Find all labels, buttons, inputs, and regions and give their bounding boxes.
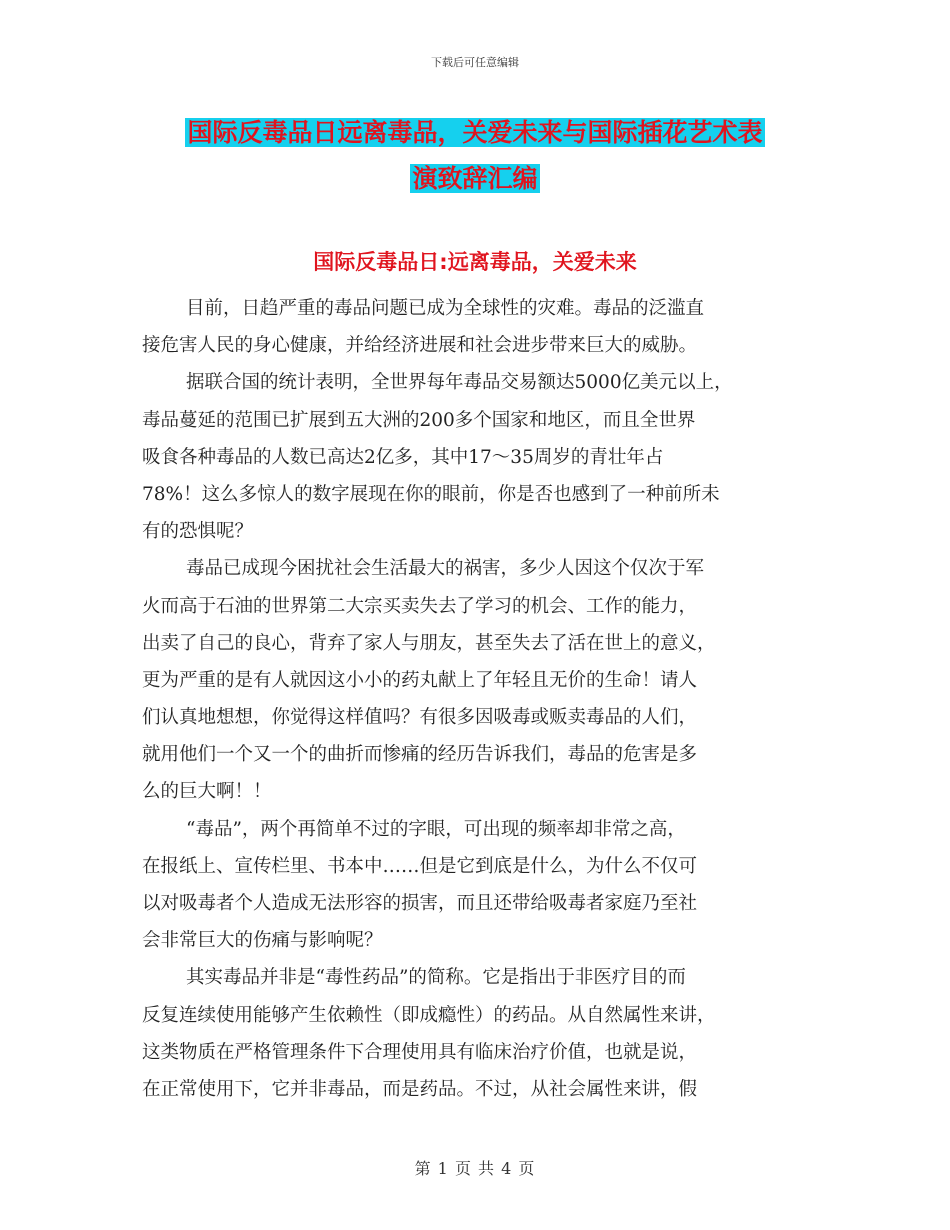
body-line: 会非常巨大的伤痛与影响呢？ bbox=[142, 930, 383, 952]
body-line: 毒品已成现今困扰社会生活最大的祸害，多少人因这个仅次于军 bbox=[186, 558, 705, 580]
section-heading: 国际反毒品日:远离毒品，关爱未来 bbox=[313, 250, 637, 274]
body-line: 更为严重的是有人就因这小小的药丸献上了年轻且无价的生命！请人 bbox=[142, 669, 698, 691]
body-line: 火而高于石油的世界第二大宗买卖失去了学习的机会、工作的能力， bbox=[142, 595, 698, 617]
body-line: 出卖了自己的良心，背弃了家人与朋友，甚至失去了活在世上的意义， bbox=[142, 632, 716, 654]
body-line: 毒品蔓延的范围已扩展到五大洲的200多个国家和地区，而且全世界 bbox=[142, 409, 696, 431]
body-line: 就用他们一个又一个的曲折而惨痛的经历告诉我们，毒品的危害是多 bbox=[142, 744, 698, 766]
body-line: 吸食各种毒品的人数已高达2亿多，其中17～35周岁的青壮年占 bbox=[142, 446, 664, 468]
body-line: 们认真地想想，你觉得这样值吗？有很多因吸毒或贩卖毒品的人们， bbox=[142, 707, 698, 729]
body-line: “毒品”，两个再简单不过的字眼，可出现的频率却非常之高， bbox=[186, 818, 686, 840]
body-line: 以对吸毒者个人造成无法形容的损害，而且还带给吸毒者家庭乃至社 bbox=[142, 893, 698, 914]
header-note: 下载后可任意编辑 bbox=[431, 56, 519, 69]
body-line: 反复连续使用能够产生依赖性（即成瘾性）的药品。从自然属性来讲， bbox=[142, 1004, 716, 1026]
document-title-line-1 bbox=[0, 110, 950, 156]
body-line: 有的恐惧呢？ bbox=[142, 521, 254, 543]
title-highlight-1: 国际反毒品日远离毒品，关爱未来与国际插花艺术表 bbox=[187, 118, 763, 147]
document-title-line-2 bbox=[0, 156, 950, 202]
body-line: 据联合国的统计表明，全世界每年毒品交易额达5000亿美元以上， bbox=[186, 372, 733, 394]
body-line: 这类物质在严格管理条件下合理使用具有临床治疗价值，也就是说， bbox=[142, 1041, 698, 1063]
body-text bbox=[142, 290, 822, 1108]
body-line: 78%！这么多惊人的数字展现在你的眼前，你是否也感到了一种前所未 bbox=[142, 483, 720, 505]
body-line: 么的巨大啊！！ bbox=[142, 781, 272, 803]
title-highlight-2: 演致辞汇编 bbox=[412, 164, 538, 193]
body-line: 其实毒品并非是“毒性药品”的简称。它是指出于非医疗目的而 bbox=[186, 967, 686, 989]
document-title bbox=[0, 110, 950, 202]
body-line: 在报纸上、宣传栏里、书本中……但是它到底是什么，为什么不仅可 bbox=[142, 855, 698, 877]
body-line: 接危害人民的身心健康，并给经济进展和社会进步带来巨大的威胁。 bbox=[142, 335, 698, 357]
body-line: 目前，日趋严重的毒品问题已成为全球性的灾难。毒品的泛滥直 bbox=[186, 298, 705, 319]
body-line: 在正常使用下，它并非毒品，而是药品。不过，从社会属性来讲，假 bbox=[142, 1078, 698, 1100]
page-number-footer: 第 1 页 共 4 页 bbox=[414, 1159, 536, 1178]
